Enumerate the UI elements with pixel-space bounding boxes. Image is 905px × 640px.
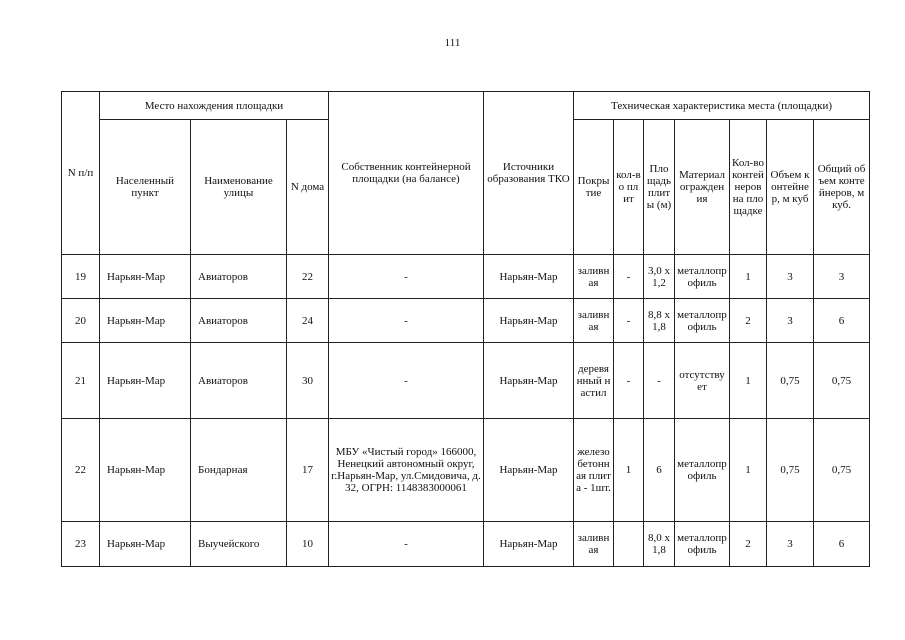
cell-containers-count: 2 [730,522,767,567]
header-row-groups [62,92,870,120]
cell-total-volume: 0,75 [814,419,870,522]
header-surface: Покрытие [574,120,614,255]
cell-house: 22 [287,255,329,299]
cell-sources: Нарьян-Мар [484,343,574,419]
cell-fence-material: металлопрофиль [675,419,730,522]
cell-plates-count: - [614,343,644,419]
cell-settlement: Нарьян-Мар [100,419,191,522]
page-number: 111 [444,37,461,49]
cell-container-volume: 0,75 [767,343,814,419]
cell-containers-count: 1 [730,343,767,419]
table-row [62,255,870,299]
cell-plates-count: - [614,255,644,299]
cell-plates-count [614,522,644,567]
cell-num: 19 [62,255,100,299]
cell-num: 23 [62,522,100,567]
cell-surface: заливная [574,299,614,343]
cell-container-volume: 0,75 [767,419,814,522]
header-container-volume: Объем контейнер, м куб [767,120,814,255]
cell-container-volume: 3 [767,299,814,343]
header-containers-count: Кол-во контейнеров на площадке [730,120,767,255]
cell-settlement: Нарьян-Мар [100,522,191,567]
cell-containers-count: 1 [730,255,767,299]
header-plates-area: Площадь плиты (м) [644,120,675,255]
cell-num: 22 [62,419,100,522]
header-num: N п/п [62,92,100,255]
cell-surface: заливная [574,522,614,567]
container-sites-table [61,91,870,567]
cell-owner: - [329,522,484,567]
cell-owner: МБУ «Чистый город» 166000, Ненецкий автономный округ, г.Нарьян-Мар, ул.Смидовича, д. 32, ОГРН: 1148383000061 [329,419,484,522]
cell-house: 17 [287,419,329,522]
cell-sources: Нарьян-Мар [484,255,574,299]
header-owner: Собственник контейнерной площадки (на балансе) [329,92,484,255]
cell-settlement: Нарьян-Мар [100,299,191,343]
header-sources: Источники образования ТКО [484,92,574,255]
table-row [62,522,870,567]
cell-owner: - [329,343,484,419]
cell-house: 10 [287,522,329,567]
table-row [62,343,870,419]
cell-total-volume: 6 [814,299,870,343]
cell-sources: Нарьян-Мар [484,419,574,522]
cell-street: Авиаторов [191,255,287,299]
cell-street: Авиаторов [191,299,287,343]
cell-containers-count: 2 [730,299,767,343]
cell-street: Бондарная [191,419,287,522]
cell-total-volume: 3 [814,255,870,299]
cell-plates-count: - [614,299,644,343]
cell-surface: деревянный настил [574,343,614,419]
cell-num: 20 [62,299,100,343]
cell-plates-area: 3,0 х 1,2 [644,255,675,299]
cell-owner: - [329,255,484,299]
cell-plates-area: - [644,343,675,419]
cell-plates-area: 8,0 х 1,8 [644,522,675,567]
cell-plates-area: 8,8 х 1,8 [644,299,675,343]
cell-surface: железобетонная плита - 1шт. [574,419,614,522]
header-house: N дома [287,120,329,255]
header-plates-count: кол-во плит [614,120,644,255]
cell-total-volume: 6 [814,522,870,567]
cell-owner: - [329,299,484,343]
cell-street: Авиаторов [191,343,287,419]
header-street: Наименование улицы [191,120,287,255]
header-total-volume: Общий объем контейнеров, м куб. [814,120,870,255]
header-location-group: Место нахождения площадки [100,92,329,120]
cell-street: Выучейского [191,522,287,567]
cell-fence-material: металлопрофиль [675,299,730,343]
cell-sources: Нарьян-Мар [484,522,574,567]
cell-plates-area: 6 [644,419,675,522]
cell-total-volume: 0,75 [814,343,870,419]
cell-plates-count: 1 [614,419,644,522]
cell-fence-material: металлопрофиль [675,522,730,567]
cell-settlement: Нарьян-Мар [100,255,191,299]
cell-fence-material: металлопрофиль [675,255,730,299]
cell-fence-material: отсутствует [675,343,730,419]
cell-sources: Нарьян-Мар [484,299,574,343]
cell-settlement: Нарьян-Мар [100,343,191,419]
header-tech-group: Техническая характеристика места (площадки) [574,92,870,120]
cell-container-volume: 3 [767,255,814,299]
cell-containers-count: 1 [730,419,767,522]
cell-house: 24 [287,299,329,343]
header-fence-material: Материал ограждения [675,120,730,255]
table-row [62,299,870,343]
cell-num: 21 [62,343,100,419]
cell-container-volume: 3 [767,522,814,567]
cell-surface: заливная [574,255,614,299]
table-row [62,419,870,522]
header-settlement: Населенный пункт [100,120,191,255]
cell-house: 30 [287,343,329,419]
